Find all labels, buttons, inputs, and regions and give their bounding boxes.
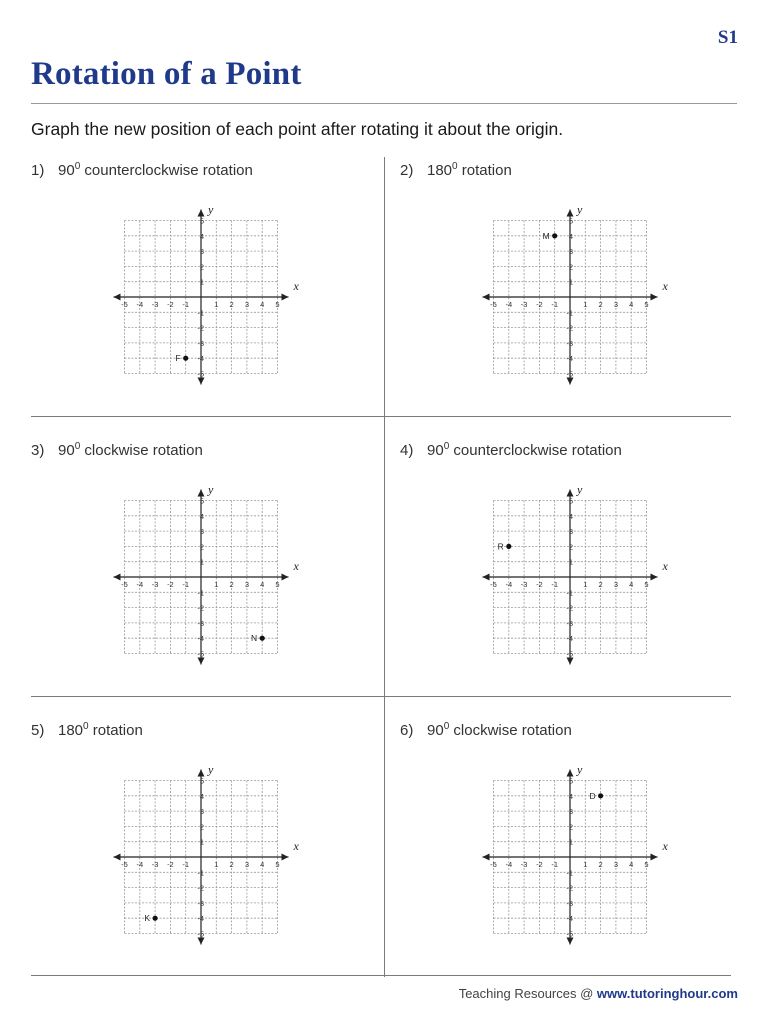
y-axis-label: y <box>208 482 214 497</box>
y-tick-label: 2 <box>568 262 573 272</box>
degree-mark: 0 <box>83 721 89 732</box>
y-tick-label: -3 <box>566 618 573 628</box>
x-tick-label: -3 <box>151 580 159 589</box>
column-divider <box>384 157 385 977</box>
arrow-down-icon <box>567 938 574 945</box>
y-tick-label: -2 <box>566 603 573 613</box>
y-tick-label: -5 <box>197 369 204 379</box>
y-tick-label: -4 <box>197 914 204 924</box>
problem-prompt <box>31 161 253 179</box>
y-tick-label: 4 <box>199 511 204 521</box>
x-tick-label: -1 <box>551 300 559 309</box>
x-tick-label: 4 <box>260 300 265 309</box>
problem-grid <box>31 157 738 977</box>
x-tick-label: -5 <box>490 300 497 309</box>
plane-svg <box>480 477 680 677</box>
point-label: F <box>175 353 181 364</box>
x-tick-label: 3 <box>613 300 618 309</box>
rotation-angle: 180 <box>58 722 84 739</box>
rotation-type: counterclockwise rotation <box>453 442 622 459</box>
y-tick-label: 3 <box>568 247 573 257</box>
problem-number: 4) <box>400 442 414 459</box>
x-axis-label: x <box>293 839 299 853</box>
y-tick-label: -5 <box>566 929 573 939</box>
y-tick-label: 1 <box>568 837 573 847</box>
y-tick-label: -5 <box>197 929 204 939</box>
degree-mark: 0 <box>452 161 458 172</box>
x-tick-label: -1 <box>551 580 559 589</box>
x-tick-label: 4 <box>260 580 265 589</box>
footer-site-link[interactable]: www.tutoringhour.com <box>596 986 738 1001</box>
x-tick-label: 5 <box>644 580 649 589</box>
x-tick-label: -2 <box>536 300 543 309</box>
x-tick-label: 3 <box>613 860 618 869</box>
footer <box>459 986 738 1001</box>
x-axis-label: x <box>662 559 668 573</box>
x-tick-label: -2 <box>536 860 543 869</box>
y-tick-label: -2 <box>566 883 573 893</box>
point-marker[interactable] <box>552 233 557 238</box>
rotation-angle: 90 <box>58 442 75 459</box>
y-tick-label: -1 <box>566 868 573 878</box>
arrow-left-icon <box>483 574 490 581</box>
problem-2 <box>400 157 750 437</box>
x-tick-label: 1 <box>214 580 219 589</box>
degree-mark: 0 <box>74 441 81 452</box>
y-tick-label: -3 <box>197 618 204 628</box>
problem-6 <box>400 717 750 997</box>
y-tick-label: -5 <box>566 369 573 379</box>
problem-4 <box>400 437 750 717</box>
arrow-right-icon <box>282 854 289 861</box>
x-tick-label: -5 <box>490 860 497 869</box>
arrow-right-icon <box>282 574 289 581</box>
rotation-angle: 180 <box>427 162 453 179</box>
plane-svg <box>111 197 311 397</box>
x-tick-label: -1 <box>182 580 190 589</box>
x-tick-label: -4 <box>505 580 513 589</box>
y-tick-label: 2 <box>199 822 204 832</box>
x-axis-label: x <box>293 559 299 573</box>
x-tick-label: 4 <box>629 300 634 309</box>
coordinate-plane[interactable] <box>480 477 680 682</box>
worksheet-title: Rotation of a Point <box>31 56 302 92</box>
x-tick-label: 1 <box>214 860 219 869</box>
y-tick-label: 1 <box>199 277 204 287</box>
y-tick-label: 5 <box>199 216 204 226</box>
y-tick-label: 1 <box>199 557 204 567</box>
y-tick-label: 4 <box>568 791 573 801</box>
y-tick-label: 5 <box>568 496 573 506</box>
x-tick-label: 2 <box>229 300 234 309</box>
x-tick-label: -2 <box>167 860 174 869</box>
y-tick-label: -3 <box>197 898 204 908</box>
plane-svg <box>111 477 311 677</box>
x-tick-label: 3 <box>613 580 618 589</box>
arrow-up-icon <box>567 210 574 217</box>
y-tick-label: 5 <box>199 496 204 506</box>
y-axis-label: y <box>208 202 214 217</box>
arrow-up-icon <box>567 770 574 777</box>
x-tick-label: -1 <box>182 860 190 869</box>
y-axis-label: y <box>577 762 583 777</box>
rotation-angle: 90 <box>58 162 75 179</box>
rotation-type: counterclockwise rotation <box>84 162 253 179</box>
arrow-left-icon <box>483 854 490 861</box>
arrow-up-icon <box>198 770 205 777</box>
rotation-type: clockwise rotation <box>453 722 572 739</box>
rotation-type: rotation <box>461 162 512 179</box>
coordinate-plane[interactable] <box>480 197 680 402</box>
x-tick-label: 3 <box>244 300 249 309</box>
problem-prompt <box>400 721 572 739</box>
problem-1 <box>31 157 381 437</box>
x-tick-label: -3 <box>520 580 528 589</box>
arrow-down-icon <box>198 658 205 665</box>
y-tick-label: -2 <box>197 323 204 333</box>
x-tick-label: -5 <box>121 300 128 309</box>
x-tick-label: -5 <box>490 580 497 589</box>
y-tick-label: -1 <box>197 308 204 318</box>
degree-mark: 0 <box>74 161 81 172</box>
x-tick-label: 2 <box>598 580 603 589</box>
x-tick-label: 5 <box>275 300 280 309</box>
y-tick-label: -3 <box>566 898 573 908</box>
arrow-left-icon <box>483 294 490 301</box>
y-tick-label: 5 <box>568 216 573 226</box>
y-tick-label: -4 <box>566 354 573 364</box>
coordinate-plane[interactable] <box>480 757 680 962</box>
plane-svg <box>480 757 680 957</box>
x-axis-label: x <box>662 839 668 853</box>
x-tick-label: -4 <box>136 300 144 309</box>
sheet-code: S1 <box>717 27 738 48</box>
x-tick-label: 1 <box>583 860 588 869</box>
x-tick-label: 5 <box>644 300 649 309</box>
title-divider <box>31 103 737 104</box>
problem-prompt <box>31 441 203 459</box>
x-tick-label: 3 <box>244 860 249 869</box>
y-axis-label: y <box>577 202 583 217</box>
problem-number: 5) <box>31 722 45 739</box>
problem-3 <box>31 437 381 717</box>
x-tick-label: -4 <box>505 860 513 869</box>
point-marker[interactable] <box>598 793 603 798</box>
arrow-down-icon <box>198 938 205 945</box>
footer-prefix: Teaching Resources @ <box>458 986 597 1001</box>
y-tick-label: 1 <box>568 557 573 567</box>
x-tick-label: 5 <box>644 860 649 869</box>
y-tick-label: 3 <box>199 807 204 817</box>
x-tick-label: -4 <box>505 300 513 309</box>
y-tick-label: -2 <box>197 603 204 613</box>
arrow-right-icon <box>651 854 658 861</box>
y-tick-label: -1 <box>566 588 573 598</box>
point-label: M <box>542 230 550 241</box>
coordinate-plane[interactable] <box>111 197 311 402</box>
y-tick-label: 1 <box>199 837 204 847</box>
y-tick-label: -5 <box>566 649 573 659</box>
point-marker[interactable] <box>260 636 265 641</box>
y-tick-label: 4 <box>568 511 573 521</box>
degree-mark: 0 <box>443 721 450 732</box>
y-tick-label: 3 <box>568 807 573 817</box>
x-tick-label: -1 <box>551 860 559 869</box>
y-tick-label: -5 <box>197 649 204 659</box>
x-tick-label: 1 <box>583 580 588 589</box>
point-label: K <box>144 913 151 924</box>
rotation-angle: 90 <box>427 722 444 739</box>
arrow-right-icon <box>651 574 658 581</box>
x-tick-label: 2 <box>229 580 234 589</box>
problem-prompt <box>31 721 143 739</box>
x-tick-label: 2 <box>598 300 603 309</box>
point-label: N <box>251 633 258 644</box>
y-tick-label: -2 <box>197 883 204 893</box>
y-tick-label: -1 <box>566 308 573 318</box>
arrow-up-icon <box>198 490 205 497</box>
point-label: R <box>497 541 504 552</box>
x-tick-label: -3 <box>520 300 528 309</box>
x-tick-label: 4 <box>260 860 265 869</box>
point-label: D <box>589 790 596 801</box>
y-tick-label: 4 <box>199 231 204 241</box>
x-tick-label: 4 <box>629 860 634 869</box>
y-tick-label: 4 <box>199 791 204 801</box>
problem-number: 3) <box>31 442 45 459</box>
arrow-down-icon <box>567 378 574 385</box>
y-tick-label: 5 <box>568 776 573 786</box>
x-tick-label: -3 <box>520 860 528 869</box>
plane-svg <box>480 197 680 397</box>
problem-5 <box>31 717 381 997</box>
y-tick-label: -3 <box>197 338 204 348</box>
x-axis-label: x <box>662 279 668 293</box>
y-axis-label: y <box>208 762 214 777</box>
x-tick-label: -2 <box>167 300 174 309</box>
x-tick-label: 3 <box>244 580 249 589</box>
problem-number: 2) <box>400 162 414 179</box>
y-tick-label: 2 <box>199 262 204 272</box>
x-tick-label: -3 <box>151 300 159 309</box>
arrow-up-icon <box>198 210 205 217</box>
x-tick-label: -4 <box>136 860 144 869</box>
arrow-right-icon <box>282 294 289 301</box>
x-tick-label: 1 <box>583 300 588 309</box>
arrow-up-icon <box>567 490 574 497</box>
y-tick-label: 5 <box>199 776 204 786</box>
y-tick-label: -1 <box>197 868 204 878</box>
x-tick-label: 4 <box>629 580 634 589</box>
x-tick-label: -2 <box>536 580 543 589</box>
arrow-left-icon <box>114 854 121 861</box>
plane-svg <box>111 757 311 957</box>
y-tick-label: 2 <box>568 822 573 832</box>
y-tick-label: 3 <box>199 247 204 257</box>
y-tick-label: 2 <box>199 542 204 552</box>
x-tick-label: 2 <box>229 860 234 869</box>
arrow-left-icon <box>114 294 121 301</box>
instructions: Graph the new position of each point after rotating it about the origin. <box>31 119 564 139</box>
rotation-type: clockwise rotation <box>84 442 203 459</box>
y-tick-label: 3 <box>568 527 573 537</box>
y-tick-label: 3 <box>199 527 204 537</box>
problem-prompt <box>400 161 512 179</box>
point-marker[interactable] <box>153 916 158 921</box>
x-tick-label: 2 <box>598 860 603 869</box>
y-tick-label: 4 <box>568 231 573 241</box>
problem-number: 1) <box>31 162 45 179</box>
y-tick-label: -4 <box>566 914 573 924</box>
problem-prompt <box>400 441 622 459</box>
degree-mark: 0 <box>443 441 450 452</box>
arrow-left-icon <box>114 574 121 581</box>
x-tick-label: -2 <box>167 580 174 589</box>
x-tick-label: -5 <box>121 860 128 869</box>
x-tick-label: 1 <box>214 300 219 309</box>
y-tick-label: -3 <box>566 338 573 348</box>
x-tick-label: 5 <box>275 860 280 869</box>
problem-number: 6) <box>400 722 414 739</box>
point-marker[interactable] <box>506 544 511 549</box>
y-tick-label: 1 <box>568 277 573 287</box>
y-tick-label: 2 <box>568 542 573 552</box>
coordinate-plane[interactable] <box>111 757 311 962</box>
y-tick-label: -4 <box>566 634 573 644</box>
x-tick-label: -5 <box>121 580 128 589</box>
arrow-down-icon <box>198 378 205 385</box>
y-tick-label: -1 <box>197 588 204 598</box>
y-tick-label: -2 <box>566 323 573 333</box>
y-tick-label: -4 <box>197 354 204 364</box>
x-tick-label: -1 <box>182 300 190 309</box>
y-tick-label: -4 <box>197 634 204 644</box>
rotation-type: rotation <box>92 722 143 739</box>
y-axis-label: y <box>577 482 583 497</box>
point-marker[interactable] <box>183 356 188 361</box>
x-tick-label: 5 <box>275 580 280 589</box>
x-tick-label: -4 <box>136 580 144 589</box>
x-tick-label: -3 <box>151 860 159 869</box>
rotation-angle: 90 <box>427 442 444 459</box>
arrow-right-icon <box>651 294 658 301</box>
x-axis-label: x <box>293 279 299 293</box>
coordinate-plane[interactable] <box>111 477 311 682</box>
arrow-down-icon <box>567 658 574 665</box>
